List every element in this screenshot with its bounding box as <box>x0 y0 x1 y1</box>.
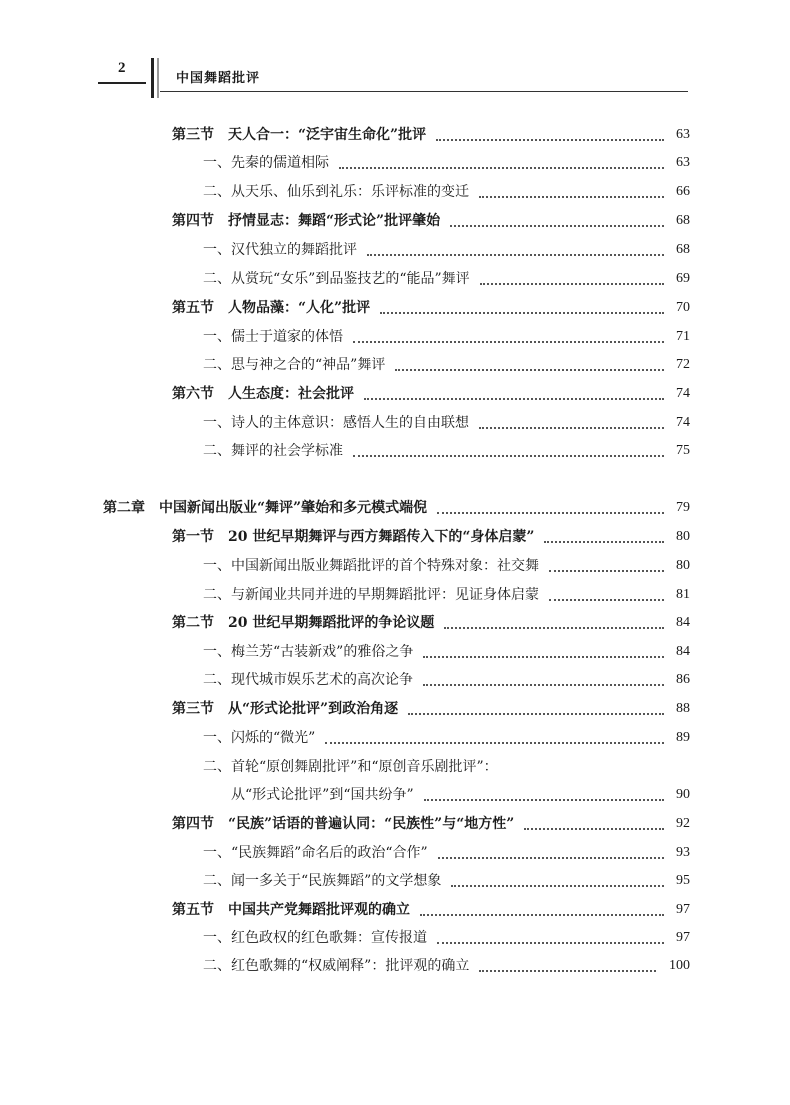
toc-section-row <box>0 206 790 236</box>
toc-item-row <box>0 923 790 953</box>
toc-section-row <box>0 694 790 724</box>
header-bar-dark <box>151 58 154 98</box>
toc-leader-dots <box>380 312 664 314</box>
toc-leader-dots <box>339 167 664 169</box>
toc-leader-dots <box>408 713 664 715</box>
toc-entry-label: 二、舞评的社会学标准 <box>203 443 343 459</box>
toc-leader-dots <box>325 742 664 744</box>
toc-leader-dots <box>420 914 664 916</box>
toc-leader-dots <box>436 139 664 141</box>
toc-section-row <box>0 293 790 323</box>
toc-item-row <box>0 780 790 810</box>
toc-page-number: 75 <box>676 443 690 458</box>
toc-page-number: 63 <box>676 155 690 170</box>
toc-entry-label: 第四节 抒情显志：舞蹈“形式论”批评肇始 <box>172 213 441 229</box>
toc-leader-dots <box>438 857 664 859</box>
toc-page-number: 70 <box>676 300 690 315</box>
book-title: 中国舞蹈批评 <box>176 71 261 86</box>
toc-section-row <box>0 608 790 638</box>
toc-page-number: 69 <box>676 271 690 286</box>
page-number-rule <box>98 82 146 84</box>
toc-item-row <box>0 838 790 868</box>
header-rule <box>160 91 688 92</box>
running-header <box>0 0 790 110</box>
toc-entry-label: 二、与新闻业共同并进的早期舞蹈批评：见证身体启蒙 <box>203 587 539 603</box>
toc-section-row <box>0 522 790 552</box>
toc-entry-label: 一、诗人的主体意识：感悟人生的自由联想 <box>203 415 469 431</box>
toc-item-row <box>0 235 790 265</box>
toc-entry-label: 第三节 从“形式论批评”到政治角逐 <box>172 701 399 717</box>
toc-leader-dots <box>549 570 664 572</box>
toc-section-row <box>0 120 790 150</box>
toc-item-row <box>0 951 790 981</box>
toc-leader-dots <box>524 828 664 830</box>
toc-page-number: 92 <box>676 816 690 831</box>
toc-page-number: 74 <box>676 386 690 401</box>
toc-entry-label: 第六节 人生态度：社会批评 <box>172 386 354 402</box>
toc-entry-label: 二、思与神之合的“神品”舞评 <box>203 357 386 373</box>
toc-entry-label: 二、现代城市娱乐艺术的高次论争 <box>203 672 413 688</box>
toc-entry-label: 二、闻一多关于“民族舞蹈”的文学想象 <box>203 873 442 889</box>
toc-leader-dots <box>437 942 664 944</box>
toc-page-number: 84 <box>676 644 690 659</box>
toc-entry-label: 二、从天乐、仙乐到礼乐：乐评标准的变迁 <box>203 184 469 200</box>
toc-item-row <box>0 436 790 466</box>
toc-page-number: 71 <box>676 329 690 344</box>
toc-section-row <box>0 809 790 839</box>
toc-entry-label: 一、中国新闻出版业舞蹈批评的首个特殊对象：社交舞 <box>203 558 539 574</box>
toc-item-row <box>0 148 790 178</box>
toc-item-row <box>0 637 790 667</box>
toc-entry-label: 第三节 天人合一：“泛宇宙生命化”批评 <box>172 127 427 143</box>
toc-page-number: 97 <box>676 902 690 917</box>
toc-item-row <box>0 723 790 753</box>
toc-page-number: 80 <box>676 558 690 573</box>
toc-entry-label: 一、红色政权的红色歌舞：宣传报道 <box>203 930 427 946</box>
toc-leader-dots <box>353 455 664 457</box>
toc-entry-label: 二、从赏玩“女乐”到品鉴技艺的“能品”舞评 <box>203 271 470 287</box>
toc-item-row <box>0 350 790 380</box>
toc-page-number: 72 <box>676 357 690 372</box>
toc-page-number: 97 <box>676 930 690 945</box>
toc-leader-dots <box>480 283 664 285</box>
toc-entry-label: 第四节 “民族”话语的普遍认同：“民族性”与“地方性” <box>172 816 515 832</box>
toc-chapter-row <box>0 493 790 523</box>
toc-item-row <box>0 665 790 695</box>
toc-page-number: 84 <box>676 615 690 630</box>
toc-leader-dots <box>423 656 664 658</box>
toc-section-row <box>0 895 790 925</box>
toc-page-number: 95 <box>676 873 690 888</box>
page-number: 2 <box>118 60 126 76</box>
toc-page-number: 74 <box>676 415 690 430</box>
toc-entry-label: 第二节 20 世纪早期舞蹈批评的争论议题 <box>172 615 435 631</box>
toc-leader-dots <box>549 599 664 601</box>
toc-entry-label: 第二章 中国新闻出版业“舞评”肇始和多元模式端倪 <box>103 500 428 516</box>
header-bar-light <box>157 58 159 98</box>
toc-entry-label: 一、儒士于道家的体悟 <box>203 329 343 345</box>
toc-leader-dots <box>367 254 664 256</box>
toc-page-number: 89 <box>676 730 690 745</box>
toc-item-row <box>0 551 790 581</box>
toc-entry-label: 一、“民族舞蹈”命名后的政治“合作” <box>203 845 428 861</box>
toc-page-number: 66 <box>676 184 690 199</box>
toc-page-number: 90 <box>676 787 690 802</box>
toc-page-number: 79 <box>676 500 690 515</box>
toc-leader-dots <box>544 541 664 543</box>
toc-entry-label: 从“形式论批评”到“国共纷争” <box>231 787 414 803</box>
toc-entry-label: 一、汉代独立的舞蹈批评 <box>203 242 357 258</box>
toc-item-row <box>0 408 790 438</box>
toc-entry-label: 一、先秦的儒道相际 <box>203 155 329 171</box>
toc-leader-dots <box>450 225 664 227</box>
toc-page-number: 86 <box>676 672 690 687</box>
toc-page-number: 81 <box>676 587 690 602</box>
toc-leader-dots <box>479 196 664 198</box>
toc-item-row <box>0 322 790 352</box>
toc-page-number: 100 <box>669 958 690 973</box>
toc-page-number: 63 <box>676 127 690 142</box>
toc-entry-label: 一、梅兰芳“古装新戏”的雅俗之争 <box>203 644 414 660</box>
toc-page-number: 88 <box>676 701 690 716</box>
toc-entry-label: 二、首轮“原创舞剧批评”和“原创音乐剧批评”： <box>203 759 498 775</box>
toc-leader-dots <box>395 369 664 371</box>
toc-leader-dots <box>451 885 664 887</box>
toc-page-number: 68 <box>676 242 690 257</box>
toc-entry-label: 第一节 20 世纪早期舞评与西方舞蹈传入下的“身体启蒙” <box>172 529 535 545</box>
toc-leader-dots <box>423 684 664 686</box>
toc-item-row <box>0 866 790 896</box>
toc-leader-dots <box>444 627 664 629</box>
toc-page-number: 68 <box>676 213 690 228</box>
toc-leader-dots <box>479 970 656 972</box>
toc-entry-label: 第五节 中国共产党舞蹈批评观的确立 <box>172 902 410 918</box>
toc-item-row <box>0 177 790 207</box>
toc-section-row <box>0 379 790 409</box>
toc-entry-label: 二、红色歌舞的“权威阐释”：批评观的确立 <box>203 958 470 974</box>
toc-leader-dots <box>424 799 664 801</box>
toc-page-number: 93 <box>676 845 690 860</box>
toc-entry-label: 一、闪烁的“微光” <box>203 730 316 746</box>
toc-leader-dots <box>479 427 664 429</box>
toc-page-number: 80 <box>676 529 690 544</box>
toc-leader-dots <box>353 341 664 343</box>
toc-leader-dots <box>364 398 664 400</box>
toc-item-row <box>0 580 790 610</box>
toc-leader-dots <box>437 512 664 514</box>
toc-item-row <box>0 264 790 294</box>
toc-item-row <box>0 752 790 782</box>
toc-entry-label: 第五节 人物品藻：“人化”批评 <box>172 300 371 316</box>
